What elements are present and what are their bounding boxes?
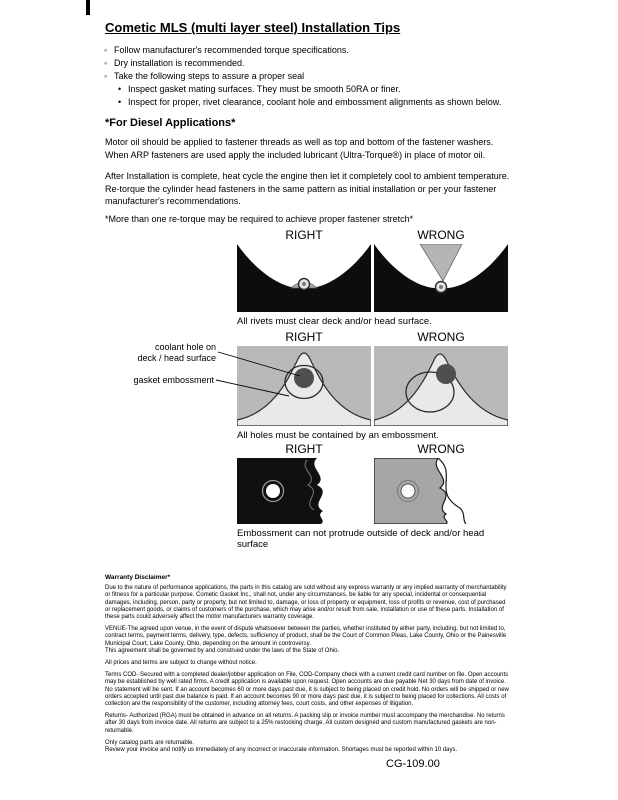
- right-label: RIGHT: [285, 228, 323, 242]
- disclaimer-paragraph: Review your invoice and notify us immediately of any incorrect or inaccurate information. Shortages must be reported within 10 days.: [105, 747, 458, 754]
- tip-bullet: [104, 57, 501, 70]
- hole-caption: All holes must be contained by an embossment.: [237, 430, 439, 441]
- diagram-headers: [237, 330, 508, 344]
- coolant-hole-callout-line1: coolant hole on: [154, 342, 216, 352]
- disclaimer-paragraph: Due to the nature of performance applications, the parts in this catalog are sold without any express warranty or any implied warranty of merchantability or fitness for a particular purpose. Cometic Gasket Inc., shall not, under any circumstances, be liable for any special, incidental or consequential damages, including, person, party or property, but not limited to, damage, or loss of property or equipment, loss of profits or revenue, cost of purchased or replacement goods, or claims of customers of the purchase, which may arise and/or result from sale, installation or use of these parts. Installation of these parts could adversely affect the motor manufacturers warranty coverage.: [105, 585, 507, 621]
- right-label: RIGHT: [285, 330, 323, 344]
- diagram-row-holes: [237, 330, 508, 441]
- wrong-label: WRONG: [417, 442, 465, 456]
- open-bullet-icon: [104, 70, 114, 83]
- tips-list: [104, 44, 501, 109]
- coolant-hole-callout-line2: deck / head surface: [137, 352, 216, 363]
- embossment-wrong-image: [374, 458, 508, 524]
- retorque-note: *More than one re-torque may be required to achieve proper fastener stretch*: [105, 214, 414, 224]
- rivet-wrong-image: [374, 244, 508, 312]
- disclaimer-paragraph: Terms COD- Secured with a completed dealer/jobber application on File, COD-Company check with a current credit card number on file. Open accounts may be established by well rated firms. A credit application is available upon request. Open accounts are due payable Net 30 days from date of invoice. No statement will be sent. If an account becomes 60 or more days past due, it is subject to being placed on credit hold. No orders will be shipped or new orders accepted until past due balance is paid. If an account becomes 90 or more days past due, it is subject to being placed for collections. All costs of collection are the responsibility of the customer, including attorney fees, court costs, and other expenses of litigation.: [105, 672, 509, 708]
- wrong-label: WRONG: [417, 228, 465, 242]
- tip-text: Dry installation is recommended.: [114, 58, 245, 68]
- coolant-hole-callout: [108, 342, 216, 363]
- rivet-right-image: [237, 244, 371, 312]
- page-code: CG-109.00: [386, 758, 440, 770]
- diesel-heading: *For Diesel Applications*: [105, 117, 236, 129]
- disclaimer-paragraph: VENUE-The agreed upon venue, in the event of dispute whatsoever between the parties, whether instituted by either party, including, but not limited to, contract terms, payment terms, delivery, type, defects, sufficiency of product, shall be the Court of Common Pleas, Lake County, Ohio or the Painesville Municipal Court, Lake County, Ohio, depending on the amount in controversy.: [105, 626, 507, 647]
- diagram-row-rivets: [237, 228, 508, 327]
- diagram-images: [237, 244, 508, 312]
- tip-text: Take the following steps to assure a proper seal: [114, 71, 305, 81]
- rivet-caption: All rivets must clear deck and/or head surface.: [237, 316, 432, 327]
- scan-edge-mark: [86, 0, 90, 15]
- hole-right-image: [237, 346, 371, 426]
- tip-bullet: [104, 70, 501, 83]
- tip-text: Inspect for proper, rivet clearance, coolant hole and embossment alignments as shown below.: [128, 97, 502, 107]
- diagram-headers: [237, 442, 508, 456]
- warranty-disclaimer-heading: Warranty Disclaimer*: [105, 574, 171, 581]
- tip-bullet: [104, 44, 501, 57]
- wrong-label: WRONG: [417, 330, 465, 344]
- disclaimer-paragraph: Only catalog parts are returnable.: [105, 739, 195, 746]
- disclaimer-paragraph: This agreement shall be governed by and construed under the laws of the State of Ohio.: [105, 647, 340, 654]
- warranty-disclaimer: [105, 574, 512, 754]
- diagram-images: [237, 346, 508, 426]
- page-title: Cometic MLS (multi layer steel) Installation Tips: [105, 20, 401, 35]
- embossment-caption: Embossment can not protrude outside of deck and/or head surface: [237, 528, 485, 550]
- right-label: RIGHT: [285, 442, 323, 456]
- diagram-images: [237, 458, 508, 524]
- diesel-paragraph-2: After Installation is complete, heat cycle the engine then let it completely cool to ambient temperature. Re-torque the cylinder head fasteners in the same pattern as initial installation or per your fastener manufacturer's recommendations.: [105, 171, 510, 206]
- filled-bullet-icon: [118, 96, 128, 109]
- embossment-right-image: [237, 458, 371, 524]
- diagram-headers: [237, 228, 508, 242]
- diagram-row-embossment: [237, 442, 508, 550]
- filled-bullet-icon: [118, 83, 128, 96]
- diesel-paragraph-1: Motor oil should be applied to fastener threads as well as top and bottom of the fastener washers. When ARP fasteners are used apply the included lubricant (Ultra-Torque®) in place of motor oil.: [105, 137, 494, 160]
- tip-text: Inspect gasket mating surfaces. They must be smooth 50RA or finer.: [128, 84, 401, 94]
- hole-wrong-image: [374, 346, 508, 426]
- tip-sub-bullet: [118, 96, 501, 109]
- gasket-embossment-callout: gasket embossment: [133, 375, 214, 385]
- open-bullet-icon: [104, 57, 114, 70]
- tip-text: Follow manufacturer's recommended torque specifications.: [114, 45, 349, 55]
- disclaimer-paragraph: All prices and terms are subject to change without notice.: [105, 660, 257, 667]
- open-bullet-icon: [104, 44, 114, 57]
- disclaimer-paragraph: Returns- Authorized (RGA) must be obtained in advance on all returns. A packing slip or invoice number must accompany the merchandise. No returns after 30 days from invoice date. All returns are subject to a 25% restocking charge. All custom designed and custom manufactured gaskets are non-returnable.: [105, 713, 505, 734]
- tip-sub-bullet: [118, 83, 501, 96]
